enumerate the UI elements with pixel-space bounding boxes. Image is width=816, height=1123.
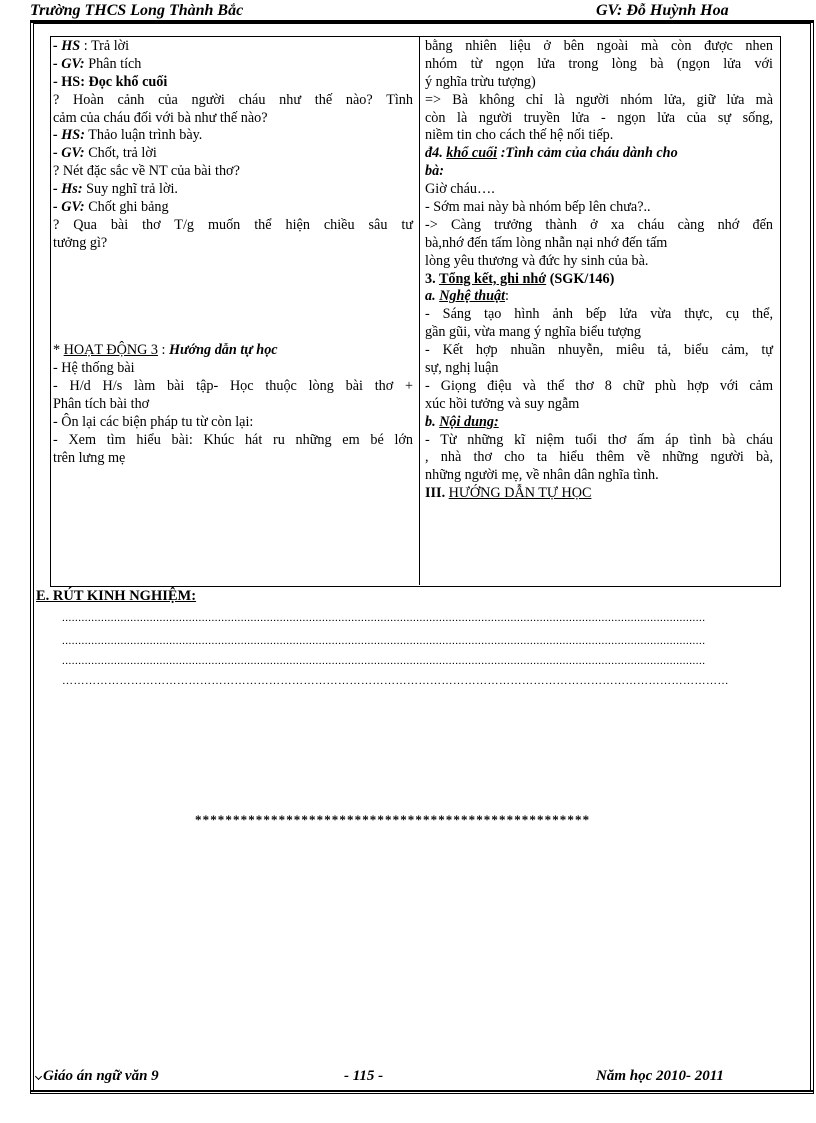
section-d4-heading xyxy=(425,145,773,163)
evaluation-dot-line: ………………………………………………………………………………………………………………………………………………………… xyxy=(62,675,729,687)
content-line: - Từ những kĩ niệm tuổi thơ ấm áp tình bà cháu xyxy=(425,431,773,448)
teacher-student-activity-column xyxy=(53,38,413,467)
footer-school-year: Năm học 2010- 2011 xyxy=(596,1068,724,1084)
content-line: bằng nhiên liệu ở bên ngoài mà còn được nhen xyxy=(425,38,773,54)
activity-3-line: - Ôn lại các biện pháp tu từ còn lại: xyxy=(53,413,254,430)
content-line: ý nghĩa trừu tượng) xyxy=(425,73,536,90)
footer-subject-text: Giáo án ngữ văn 9 xyxy=(43,1068,159,1084)
evaluation-dot-line: ...................................................................................................................................................................................................... xyxy=(62,655,706,667)
role-label: - GV: xyxy=(53,55,85,72)
content-line: - Kết hợp nhuần nhuyễn, miêu tả, biểu cảm, tự xyxy=(425,342,773,359)
activity-text: Suy nghĩ trả lời. xyxy=(82,181,178,198)
header-school: Trường THCS Long Thành Bắc xyxy=(30,2,244,19)
role-label: - HS: xyxy=(53,73,85,90)
footer-subject xyxy=(36,1068,159,1085)
footer-rule xyxy=(30,1090,814,1092)
content-line: => Bà không chỉ là người nhóm lửa, giữ lửa mà xyxy=(425,91,773,108)
content-line: -> Càng trưởng thành ở xa cháu càng nhớ đến xyxy=(425,216,773,233)
header-teacher: GV: Đỗ Huỳnh Hoa xyxy=(596,2,729,19)
activity-text: Phân tích xyxy=(84,55,142,72)
activity-bullet: * xyxy=(53,342,64,359)
section-d4-heading-cont: bà: xyxy=(425,163,444,180)
activity-3-line: - Hệ thống bài xyxy=(53,360,135,377)
content-line: - Sớm mai này bà nhóm bếp lên chưa?.. xyxy=(425,199,651,216)
activity-text: Chốt, trả lời xyxy=(84,145,157,162)
section-3-title: HƯỚNG DẪN TỰ HỌC xyxy=(448,485,592,502)
evaluation-dot-line: ...................................................................................................................................................................................................... xyxy=(62,612,706,624)
activity-3-line: trên lưng mẹ xyxy=(53,449,126,466)
question-text: ? Hoàn cảnh của người cháu như thế nào? Tình xyxy=(53,91,413,108)
lesson-content-column xyxy=(425,38,773,503)
section-3-heading xyxy=(425,485,773,503)
content-line: sự, nghị luận xyxy=(425,360,499,377)
section-3-number: III. xyxy=(425,485,449,502)
summary-number: 3. xyxy=(425,270,439,287)
content-line: Giờ cháu…. xyxy=(425,181,495,198)
art-heading xyxy=(425,288,773,306)
summary-title: Tổng kết, ghi nhớ xyxy=(438,270,547,287)
question-text: cảm của cháu đối với bà như thế nào? xyxy=(53,109,268,126)
content-line: - Sáng tạo hình ảnh bếp lửa vừa thực, cụ thể, xyxy=(425,306,773,323)
content-line: lòng yêu thương và đức hy sinh của bà. xyxy=(425,252,649,269)
question-text: ? Qua bài thơ T/g muốn thể hiện chiều sâu tư xyxy=(53,216,413,233)
section-d4-prefix: đ4. xyxy=(425,145,447,162)
role-label: - Hs: xyxy=(53,181,83,198)
content-line: bà,nhớ đến tấm lòng nhẫn nại nhớ đến tấm xyxy=(425,234,668,251)
summary-ref: (SGK/146) xyxy=(546,270,615,287)
activity-3-title: HOẠT ĐỘNG 3 xyxy=(63,342,158,359)
activity-3-line: Phân tích bài thơ xyxy=(53,395,150,412)
activity-3-heading xyxy=(53,342,413,360)
evaluation-dot-line: ...................................................................................................................................................................................................... xyxy=(62,635,706,647)
art-prefix: a. xyxy=(425,288,440,305)
section-d4-title: khổ cuối xyxy=(446,145,498,162)
content-title: Nội dung: xyxy=(439,413,499,430)
role-label: - HS xyxy=(53,38,81,54)
section-d4-rest: :Tình cảm của cháu dành cho xyxy=(497,145,678,162)
role-label: - HS: xyxy=(53,127,85,144)
footer-page-number: - 115 - xyxy=(344,1068,384,1084)
activity-3-separator: : xyxy=(157,342,170,359)
question-text: tưởng gì? xyxy=(53,234,108,251)
question-text: ? Nét đặc sắc về NT của bài thơ? xyxy=(53,163,240,180)
section-separator: **************************************************** xyxy=(195,812,591,827)
activity-text: : Trả lời xyxy=(80,38,130,54)
check-icon xyxy=(35,1073,42,1080)
art-title: Nghệ thuật xyxy=(439,288,506,305)
activity-3-line: - Xem tìm hiểu bài: Khúc hát ru những em bé lớn xyxy=(53,431,413,448)
art-suffix: : xyxy=(505,288,509,305)
activity-3-line: - H/d H/s làm bài tập- Học thuộc lòng bài thơ + xyxy=(53,377,413,394)
lesson-table-column-divider xyxy=(419,36,420,585)
role-label: - GV: xyxy=(53,145,85,162)
spacer xyxy=(53,253,413,343)
content-line: , nhà thơ cho ta hiểu thêm về những người bà, xyxy=(425,449,773,466)
activity-text: Đọc khổ cuối xyxy=(84,73,168,90)
content-line: những người mẹ, về nhân dân nghĩa tình. xyxy=(425,467,659,484)
content-line: niềm tin cho cách thế hệ nối tiếp. xyxy=(425,127,614,144)
activity-3-subtitle: Hướng dẫn tự học xyxy=(169,342,278,359)
activity-text: Thảo luận trình bày. xyxy=(84,127,203,144)
summary-heading xyxy=(425,271,773,289)
evaluation-title: E. RÚT KINH NGHIỆM: xyxy=(36,588,197,604)
content-line: - Giọng điệu và thể thơ 8 chữ phù hợp với cảm xyxy=(425,377,773,394)
content-line: còn là người truyền lửa - ngọn lửa của sự sống, xyxy=(425,109,773,126)
activity-text: Chốt ghi bảng xyxy=(84,199,169,216)
content-line: nhóm từ ngọn lửa trong lòng bà (ngọn lửa với xyxy=(425,55,773,72)
content-line: xúc hồi tưởng và suy ngẫm xyxy=(425,395,580,412)
content-heading xyxy=(425,414,773,432)
content-prefix: b. xyxy=(425,413,440,430)
role-label: - GV: xyxy=(53,199,85,216)
content-line: gần gũi, vừa mang ý nghĩa biểu tượng xyxy=(425,324,641,341)
